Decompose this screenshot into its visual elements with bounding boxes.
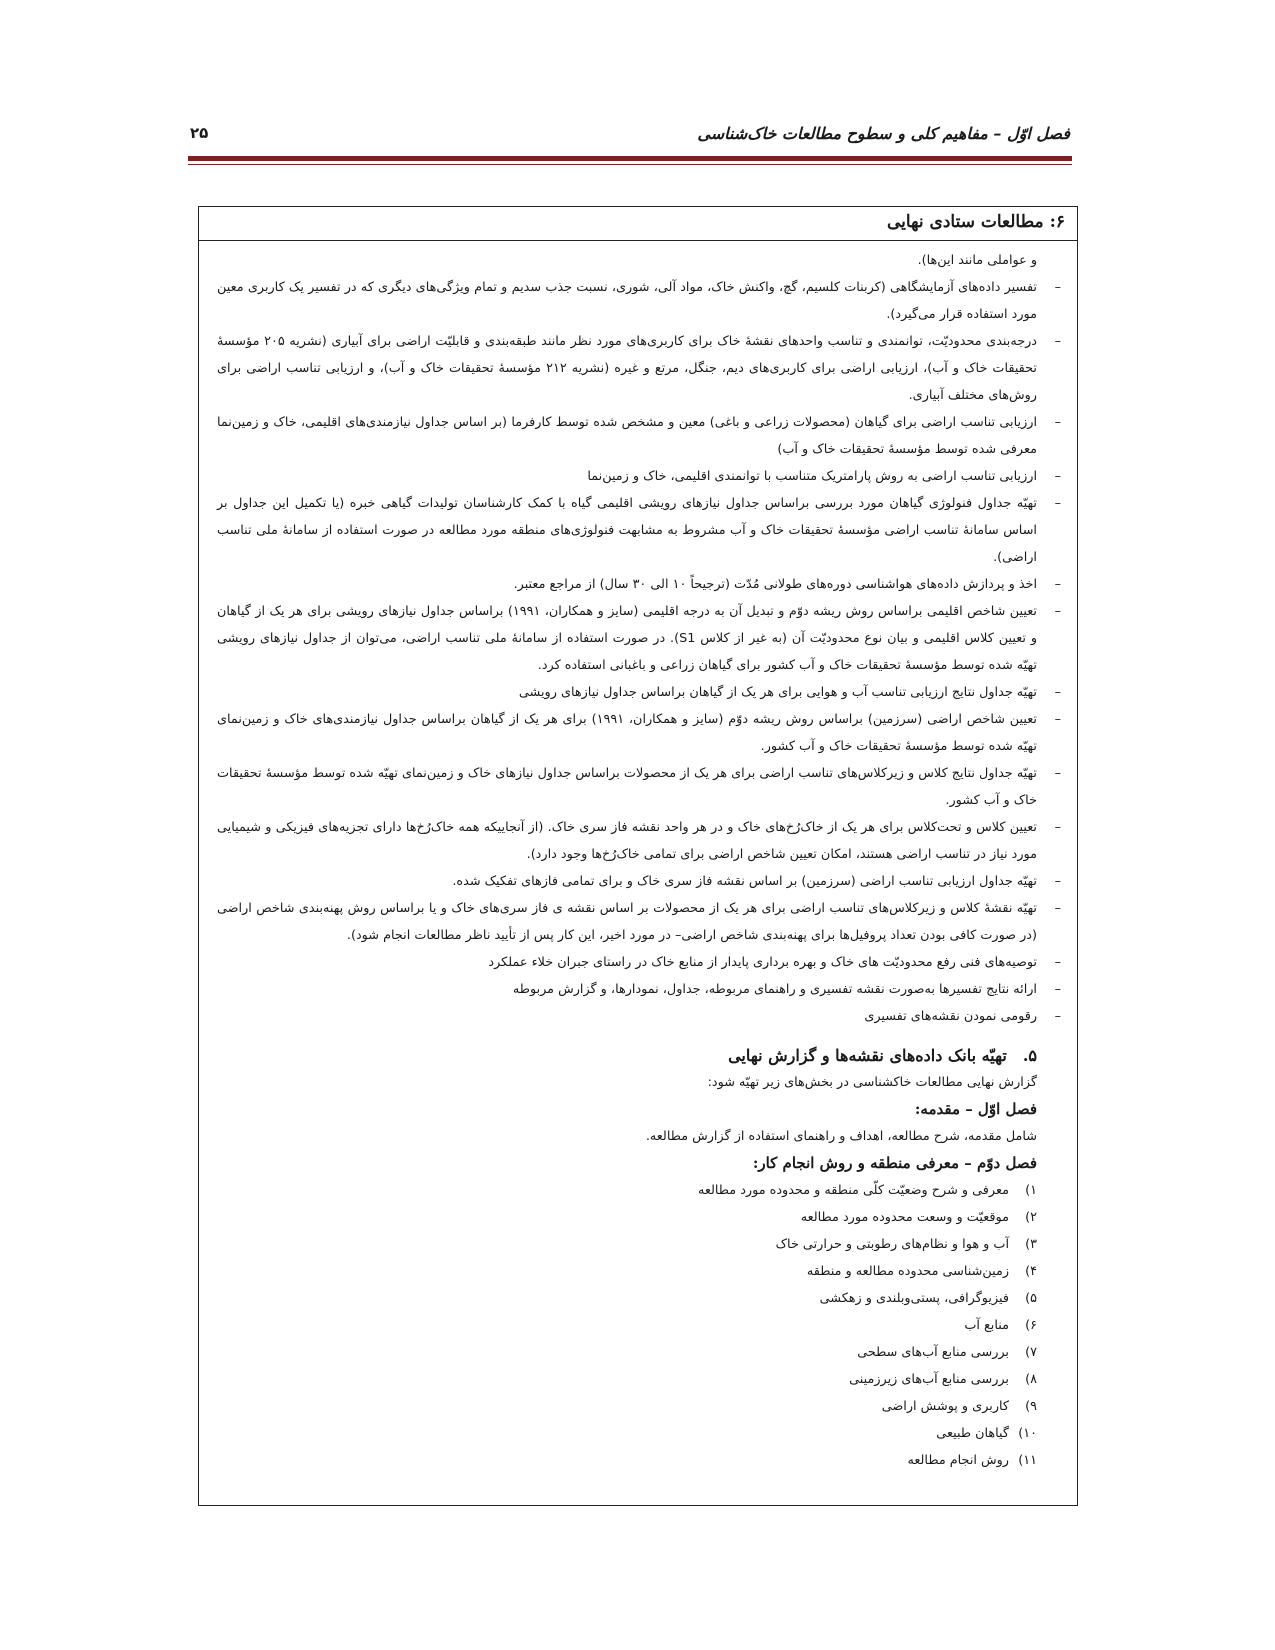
header-rule-thick: [188, 156, 1072, 161]
dash-bullet: –: [1054, 604, 1061, 619]
content-box: [198, 206, 1078, 1506]
list-item-text: اخذ و پردازش داده‌های هواشناسی دوره‌های طولانی مُدّت (ترجیحاً ۱۰ الی ۳۰ سال) از مراجع معتبر.: [513, 577, 1037, 592]
list-item-text: روش انجام مطالعه: [907, 1453, 1009, 1468]
chapter-2-title: فصل دوّم – معرفی منطقه و روش انجام کار:: [752, 1154, 1037, 1172]
list-item-number: ۸): [1025, 1372, 1037, 1387]
dash-bullet: –: [1054, 280, 1061, 295]
list-item-text: فیزیوگرافی، پستی‌وبلندی و زهکشی: [819, 1291, 1009, 1306]
list-item-number: ۵): [1025, 1291, 1037, 1306]
list-item: [217, 463, 1061, 490]
list-item: [217, 1003, 1061, 1030]
list-item-text: زمین‌شناسی محدوده مطالعه و منطقه: [806, 1264, 1009, 1279]
list-item-text: تعیین شاخص اقلیمی براساس روش ریشه دوّم و تبدیل آن به درجه اقلیمی (سایز و همکاران، ۱۹۹۱) براساس جداول نیازهای رویشی برای هر یک از گیاهان و تعیین کلاس اقلیمی و بیان نوع محدودیّت آن (به غیر از کلاس S1). در صورت استفاده از سامانهٔ ملی تناسب اراضی، می‌توان از جداول نیازهای رویشی تهیّه شده توسط مؤسسهٔ تحقیقات خاک و آب کشور برای گیاهان زراعی و باغبانی استفاده کرد.: [217, 604, 1037, 673]
dash-bullet: –: [1054, 334, 1061, 349]
list-item: [217, 409, 1061, 463]
list-item-number: ۹): [1025, 1399, 1037, 1414]
page-header: [190, 120, 1070, 150]
list-item: [217, 1339, 1037, 1366]
list-item: [217, 1447, 1037, 1474]
list-item: [217, 1177, 1037, 1204]
list-item: [217, 706, 1061, 760]
dash-bullet: –: [1054, 577, 1061, 592]
list-item-text: گیاهان طبیعی: [936, 1426, 1009, 1441]
list-item-text: آب و هوا و نظام‌های رطوبتی و حرارتی خاک: [775, 1237, 1009, 1252]
chapter-1-text: شامل مقدمه، شرح مطالعه، اهداف و راهنمای استفاده از گزارش مطالعه.: [645, 1129, 1037, 1144]
dash-bullet: –: [1054, 766, 1061, 781]
dash-bullet: –: [1054, 415, 1061, 430]
list-item: [217, 1420, 1037, 1447]
list-item-text: درجه‌بندی محدودیّت، توانمندی و تناسب واحدهای نقشهٔ خاک برای کاربری‌های مورد نظر مانند طبقه‌بندی و قابلیّت اراضی برای آبیاری (نشریه ۲۰۵ مؤسسهٔ تحقیقات خاک و آب)، ارزیابی اراضی برای کاربری‌های دیم، جنگل، مرتع و غیره (نشریه ۲۱۲ مؤسسهٔ تحقیقات خاک و آب)، و ارزیابی تناسب اراضی برای روش‌های مختلف آبیاری.: [217, 334, 1037, 403]
list-item-text: کاربری و پوشش اراضی: [881, 1399, 1009, 1414]
list-item: [217, 895, 1061, 949]
list-item: [217, 760, 1061, 814]
list-item: [217, 1258, 1037, 1285]
list-item-text: تهیّه جداول ارزیابی تناسب اراضی (سرزمین) بر اساس نقشه فاز سری خاک و برای تمامی فازهای تفکیک شده.: [452, 874, 1037, 889]
list-item-number: ۷): [1025, 1345, 1037, 1360]
dash-bullet: –: [1054, 982, 1061, 997]
list-item-text: توصیه‌های فنی رفع محدودیّت های خاک و بهره برداری پایدار از منابع خاک در راستای جبران خلاء عملکرد: [488, 955, 1037, 970]
dash-list: [217, 274, 1061, 1030]
dash-bullet: –: [1054, 955, 1061, 970]
list-item-text: منابع آب: [964, 1318, 1009, 1333]
list-item-number: ۲): [1025, 1210, 1037, 1225]
list-item-number: ۶): [1025, 1318, 1037, 1333]
list-item-text: ارزیابی تناسب اراضی به روش پارامتریک متناسب با توانمندی اقلیمی، خاک و زمین‌نما: [587, 469, 1037, 484]
list-item: [217, 1285, 1037, 1312]
list-item-text: ارائه نتایج تفسیرها به‌صورت نقشه تفسیری و راهنمای مربوطه، جداول، نمودارها، و گزارش مربوطه: [512, 982, 1037, 997]
list-item-text: تهیّه جداول فنولوژی گیاهان مورد بررسی براساس جداول نیازهای رویشی اقلیمی گیاه با کمک کارشناسان تولیدات گیاهی خبره (یا تکمیل این جداول بر اساس سامانهٔ تناسب اراضی مؤسسهٔ تحقیقات خاک و آب مشروط به مشابهت فنولوژی‌های منطقه مورد مطالعه در صورت استفاده از سامانهٔ ملی تناسب اراضی).: [217, 496, 1037, 565]
section-intro: گزارش نهایی مطالعات خاکشناسی در بخش‌های زیر تهیّه شود:: [707, 1075, 1037, 1090]
chapter-1-title: فصل اوّل – مقدمه:: [914, 1100, 1037, 1118]
dash-bullet: –: [1054, 820, 1061, 835]
list-item: [217, 868, 1061, 895]
list-item: [217, 679, 1061, 706]
list-item: [217, 814, 1061, 868]
dash-bullet: –: [1054, 901, 1061, 916]
list-item: [217, 490, 1061, 571]
list-item: [217, 1312, 1037, 1339]
list-item: [217, 598, 1061, 679]
list-item-text: تهیّه نقشهٔ کلاس و زیرکلاس‌های تناسب اراضی برای هر یک از محصولات بر اساس نقشه ی فاز سری‌های خاک و یا براساس روش پهنه‌بندی شاخص اراضی (در صورت کافی بودن تعداد پروفیل‌ها برای پهنه‌بندی شاخص اراضی– در مورد اخیر، این کار پس از تأیید ناظر مطالعات انجام شود).: [217, 901, 1037, 943]
list-item-text: معرفی و شرح وضعیّت کلّی منطقه و محدوده مورد مطالعه: [697, 1183, 1009, 1198]
list-item-number: ۴): [1025, 1264, 1037, 1279]
list-item-text: بررسی منابع آب‌های سطحی: [857, 1345, 1009, 1360]
dash-bullet: –: [1054, 1009, 1061, 1024]
list-item-text: ارزیابی تناسب اراضی برای گیاهان (محصولات زراعی و باغی) معین و مشخص شده توسط کارفرما (بر اساس جداول نیازمندی‌های اقلیمی، خاک و زمین‌نما معرفی شده توسط مؤسسهٔ تحقیقات خاک و آب): [217, 415, 1037, 457]
list-item-text: رقومی نمودن نقشه‌های تفسیری: [864, 1009, 1037, 1024]
list-item-number: ۳): [1025, 1237, 1037, 1252]
list-item: [217, 949, 1061, 976]
list-item: [217, 976, 1061, 1003]
list-item: [217, 1204, 1037, 1231]
list-item-text: تعیین شاخص اراضی (سرزمین) براساس روش ریشه دوّم (سایز و همکاران، ۱۹۹۱) برای هر یک از گیاهان براساس جداول نیازمندی‌های خاک و زمین‌نمای تهیّه شده توسط مؤسسهٔ تحقیقات خاک و آب کشور.: [217, 712, 1037, 754]
section-5-heading: [217, 1042, 1037, 1069]
running-title: فصل اوّل – مفاهیم کلی و سطوح مطالعات خاک‌شناسی: [697, 124, 1070, 143]
box-body: [199, 241, 1077, 1474]
dash-bullet: –: [1054, 496, 1061, 511]
dash-bullet: –: [1054, 469, 1061, 484]
box-intro: و عواملی مانند این‌ها).: [917, 253, 1037, 268]
list-item-number: ۱): [1025, 1183, 1037, 1198]
dash-bullet: –: [1054, 685, 1061, 700]
list-item: [217, 328, 1061, 409]
list-item: [217, 274, 1061, 328]
list-item-text: موقعیّت و وسعت محدوده مورد مطالعه: [800, 1210, 1009, 1225]
box-heading: ۶: مطالعات ستادی نهایی: [199, 207, 1077, 241]
list-item: [217, 1366, 1037, 1393]
header-rule-thin: [188, 164, 1072, 165]
list-item-number: ۱۰): [1018, 1426, 1037, 1441]
list-item: [217, 1393, 1037, 1420]
list-item-text: تهیّه جداول نتایج ارزیابی تناسب آب و هوایی برای هر یک از گیاهان براساس جداول نیازهای رویشی: [518, 685, 1037, 700]
chapter-2-list: [217, 1177, 1037, 1474]
list-item-text: تعیین کلاس و تحت‌کلاس برای هر یک از خاک‌رُخ‌های خاک و در هر واحد نقشه فاز سری خاک. (از آنجاییکه همه خاک‌رُخ‌ها دارای تجزیه‌های فیزیکی و شیمیایی مورد نیاز در تناسب اراضی هستند، امکان تعیین شاخص اراضی برای تمامی خاک‌رُخ‌ها وجود دارد).: [217, 820, 1037, 862]
page-number: ۲۵: [190, 124, 209, 142]
list-item-text: تفسیر داده‌های آزمایشگاهی (کربنات کلسیم، گچ، واکنش خاک، مواد آلی، شوری، نسبت جذب سدیم و تمام ویژگی‌های دیگری که در تفسیر یک کاربری معین مورد استفاده قرار می‌گیرد).: [217, 280, 1037, 322]
dash-bullet: –: [1054, 874, 1061, 889]
list-item: [217, 1231, 1037, 1258]
dash-bullet: –: [1054, 712, 1061, 727]
section-title: تهیّه بانک داده‌های نقشه‌ها و گزارش نهایی: [728, 1046, 1007, 1065]
list-item: [217, 571, 1061, 598]
section-number: ۵.: [1022, 1046, 1037, 1065]
list-item-text: تهیّه جداول نتایج کلاس و زیرکلاس‌های تناسب اراضی برای هر یک از محصولات براساس جداول نیازهای خاک و زمین‌نمای تهیّه شده توسط مؤسسهٔ تحقیقات خاک و آب کشور.: [217, 766, 1037, 808]
list-item-number: ۱۱): [1018, 1453, 1037, 1468]
list-item-text: بررسی منابع آب‌های زیرزمینی: [849, 1372, 1009, 1387]
